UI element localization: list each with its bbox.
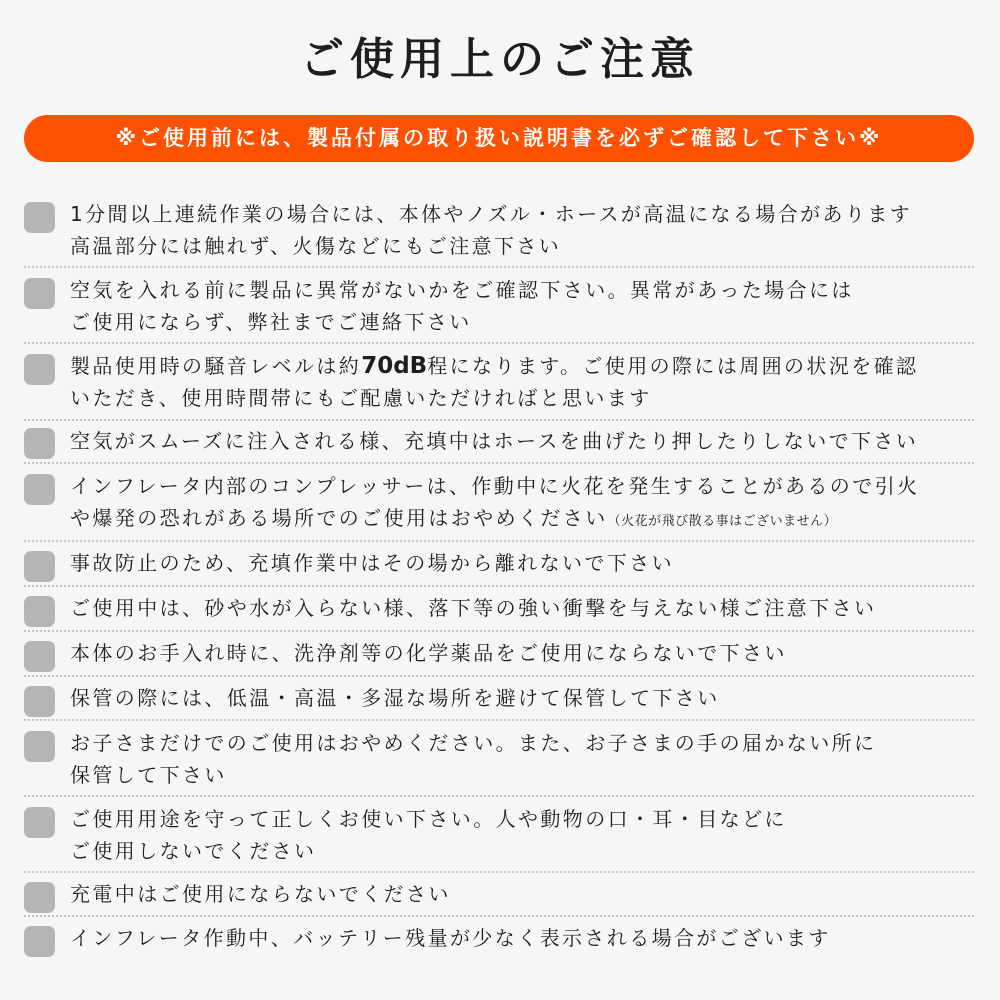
caution-line: ご使用用途を守って正しくお使い下さい。人や動物の口・耳・目などに	[70, 807, 787, 831]
caution-line: いただき、使用時間帯にもご配慮いただければと思います	[70, 386, 652, 410]
notice-banner: ※ご使用前には、製品付属の取り扱い説明書を必ずご確認して下さい※	[24, 115, 974, 162]
caution-item-4	[24, 421, 974, 464]
checkbox-square-icon	[24, 428, 55, 459]
caution-line: インフレータ内部のコンプレッサーは、作動中に火花を発生することがあるので引火	[70, 474, 920, 498]
caution-item-11	[24, 797, 974, 873]
checkbox-square-icon	[24, 807, 55, 838]
checkbox-square-icon	[24, 596, 55, 627]
caution-item-13	[24, 917, 974, 961]
page-title: ご使用上のご注意	[300, 34, 700, 85]
caution-line: 製品使用時の騒音レベルは約	[70, 354, 362, 378]
caution-line: や爆発の恐れがある場所でのご使用はおやめください	[70, 506, 608, 530]
caution-line: 程になります。ご使用の際には周囲の状況を確認	[427, 354, 919, 378]
checkbox-square-icon	[24, 686, 55, 717]
caution-line: ご使用中は、砂や水が入らない様、落下等の強い衝撃を与えない様ご注意下さい	[70, 596, 877, 620]
checkbox-square-icon	[24, 278, 55, 309]
caution-line: 空気を入れる前に製品に異常がないかをご確認下さい。異常があった場合には	[70, 278, 854, 302]
caution-line: インフレータ作動中、バッテリー残量が少なく表示される場合がございます	[70, 926, 831, 950]
checkbox-square-icon	[24, 641, 55, 672]
caution-item-1	[24, 192, 974, 268]
caution-item-10	[24, 721, 974, 797]
caution-line: 本体のお手入れ時に、洗浄剤等の化学薬品をご使用にならないで下さい	[70, 641, 787, 665]
checkbox-square-icon	[24, 882, 55, 913]
caution-line: 空気がスムーズに注入される様、充填中はホースを曲げたり押したりしないで下さい	[70, 429, 919, 453]
caution-item-7	[24, 587, 974, 632]
caution-line: 保管の際には、低温・高温・多湿な場所を避けて保管して下さい	[70, 686, 720, 710]
caution-line: 充電中はご使用にならないでください	[70, 882, 451, 906]
checkbox-square-icon	[24, 474, 55, 505]
caution-line: 高温部分には触れず、火傷などにもご注意下さい	[70, 234, 562, 258]
caution-list	[24, 192, 974, 961]
caution-line: ご使用しないでください	[70, 839, 317, 863]
caution-item-3	[24, 344, 974, 421]
caution-line: お子さまだけでのご使用はおやめください。また、お子さまの手の届かない所に	[70, 731, 877, 755]
checkbox-square-icon	[24, 354, 55, 385]
caution-item-8	[24, 632, 974, 677]
caution-line: 事故防止のため、充填作業中はその場から離れないで下さい	[70, 551, 674, 575]
caution-line: 1分間以上連続作業の場合には、本体やノズル・ホースが高温になる場合があります	[70, 202, 913, 226]
caution-note: （火花が飛び散る事はございません）	[607, 514, 838, 529]
checkbox-square-icon	[24, 202, 55, 233]
caution-item-2	[24, 268, 974, 344]
checkbox-square-icon	[24, 731, 55, 762]
checkbox-square-icon	[24, 551, 55, 582]
checkbox-square-icon	[24, 926, 55, 957]
caution-item-12	[24, 873, 974, 917]
noise-level-value: 70dB	[361, 353, 428, 379]
caution-item-9	[24, 677, 974, 721]
caution-line: ご使用にならず、弊社までご連絡下さい	[70, 310, 472, 334]
caution-line: 保管して下さい	[70, 763, 227, 787]
caution-item-5	[24, 464, 974, 542]
caution-item-6	[24, 542, 974, 587]
